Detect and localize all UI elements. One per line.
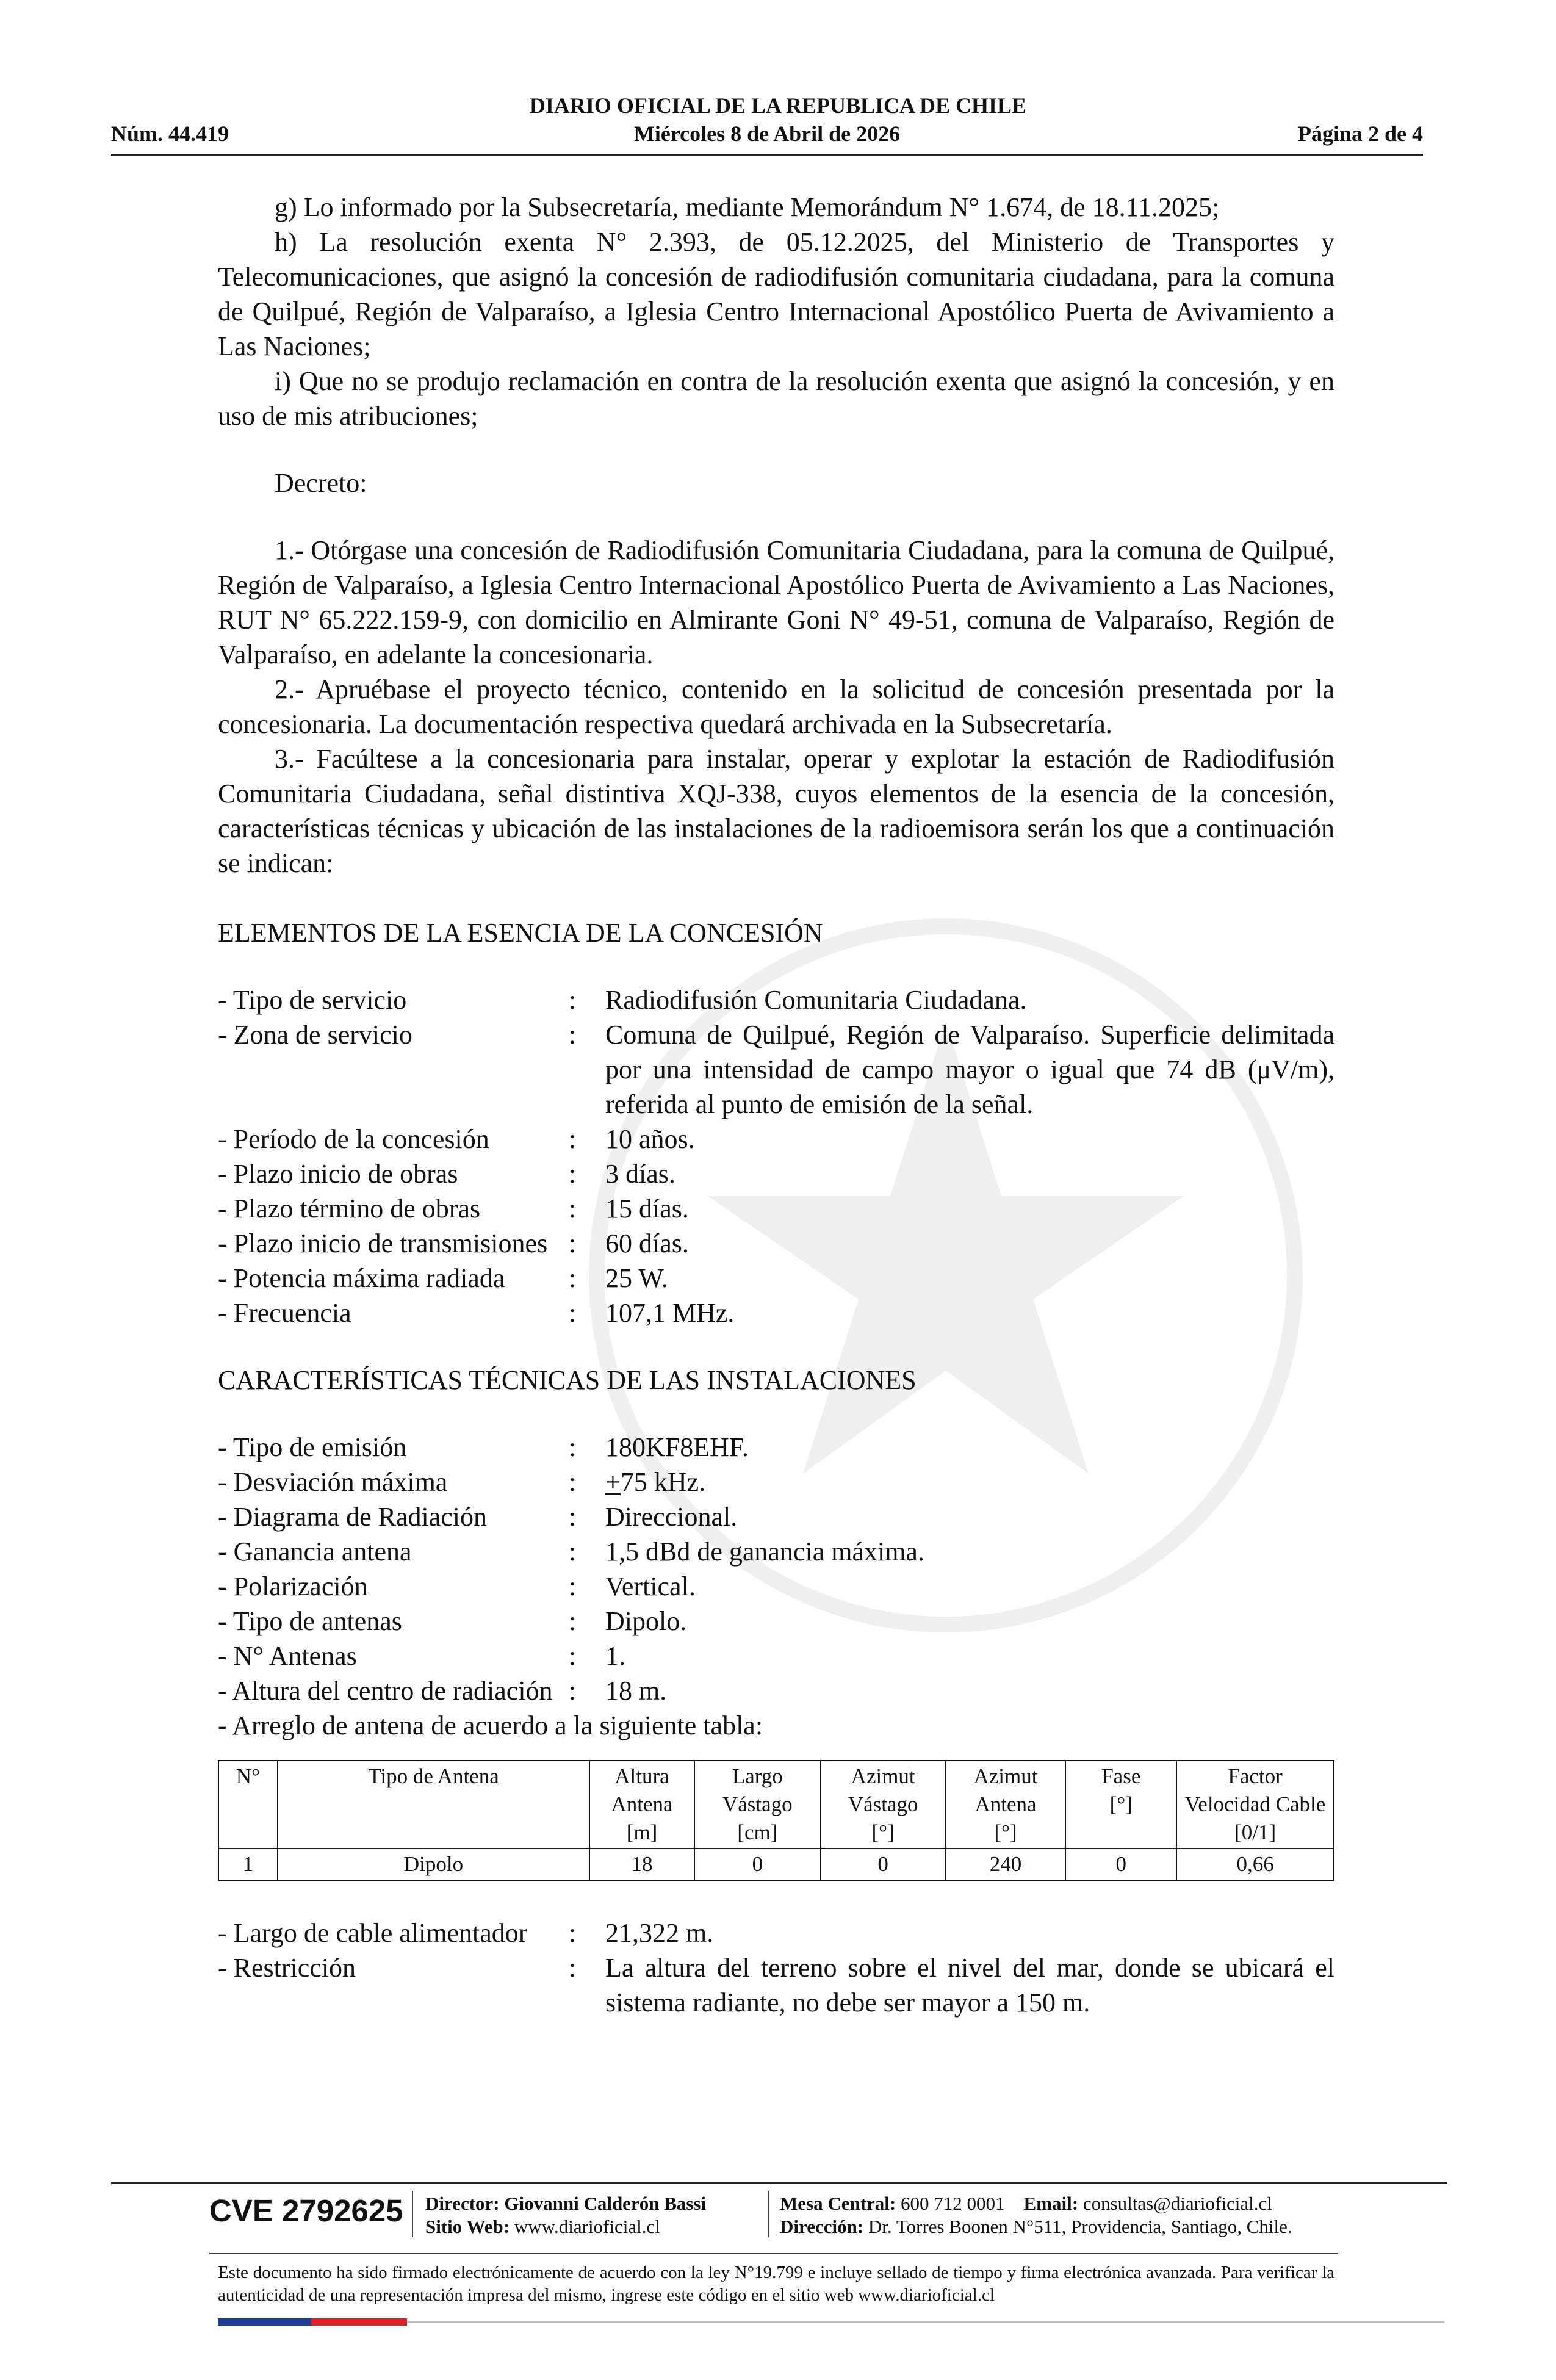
technical-colon: : <box>569 1676 577 1706</box>
table-header-cell: N° <box>218 1761 278 1848</box>
email-link[interactable]: consultas@diarioficial.cl <box>1082 2193 1272 2214</box>
table-cell: 240 <box>946 1848 1066 1880</box>
technical-label: - Altura del centro de radiación <box>218 1676 553 1706</box>
page-indicator: Página 2 de 4 <box>1297 121 1423 146</box>
footer-divider <box>111 2182 1447 2184</box>
essence-value: 25 W. <box>605 1263 668 1293</box>
technical-value: 1,5 dBd de ganancia máxima. <box>605 1537 924 1567</box>
technical-colon: : <box>569 1641 577 1671</box>
technical-colon: : <box>569 1467 577 1497</box>
table-header-row <box>218 1761 1334 1848</box>
section-technical-title: CARACTERÍSTICAS TÉCNICAS DE LAS INSTALACIONES <box>218 1365 917 1395</box>
technical-label: - Tipo de antenas <box>218 1606 402 1636</box>
section-essence-title: ELEMENTOS DE LA ESENCIA DE LA CONCESIÓN <box>218 918 823 948</box>
essence-label: - Zona de servicio <box>218 1020 412 1050</box>
director-label: Director: <box>425 2193 500 2214</box>
footer-director-block <box>425 2192 706 2238</box>
essence-list <box>218 983 1334 1330</box>
table-row <box>218 1848 1334 1880</box>
essence-colon: : <box>569 1298 577 1328</box>
essence-colon: : <box>569 985 577 1015</box>
decreto-heading: Decreto: <box>275 468 367 498</box>
essence-value: Comuna de Quilpué, Región de Valparaíso. Superficie delimitada por una intensidad de campo mayor o igual que 74 dB (μV/m), referida al punto de emisión de la señal. <box>605 1020 1334 1119</box>
table-cell: 0 <box>694 1848 821 1880</box>
essence-colon: : <box>569 1194 577 1224</box>
article-3: 3.- Facúltese a la concesionaria para instalar, operar y explotar la estación de Radiodifusión Comunitaria Ciudadana, señal distintiva XQJ-338, cuyos elementos de la esencia de la concesión, características técnicas y ubicación de las instalaciones de la radioemisora serán los que a continuación se indican: <box>218 744 1334 878</box>
technical-colon: : <box>569 1432 577 1462</box>
technical-colon: : <box>569 1502 577 1532</box>
paragraph-h: h) La resolución exenta N° 2.393, de 05.12.2025, del Ministerio de Transportes y Telecomunicaciones, que asignó la concesión de radiodifusión comunitaria ciudadana, para la comuna de Quilpué, Región de Valparaíso, a Iglesia Centro Internacional Apostólico Puerta de Avivamiento a Las Naciones; <box>218 227 1334 361</box>
essence-colon: : <box>569 1159 577 1189</box>
table-header-cell: Tipo de Antena <box>278 1761 589 1848</box>
essence-value: 60 días. <box>605 1228 689 1258</box>
essence-label: - Período de la concesión <box>218 1124 489 1154</box>
technical-value <box>605 1465 1334 1499</box>
table-cell: 1 <box>218 1848 278 1880</box>
table-header-cell: Azimut Antena [°] <box>946 1761 1066 1848</box>
essence-value: 3 días. <box>605 1159 675 1189</box>
paragraph-g: g) Lo informado por la Subsecretaría, mediante Memorándum N° 1.674, de 18.11.2025; <box>275 192 1220 222</box>
header-divider <box>111 154 1423 156</box>
deviation-value: 75 kHz. <box>620 1467 706 1497</box>
technical-label: - Polarización <box>218 1571 368 1601</box>
essence-label: - Potencia máxima radiada <box>218 1263 505 1293</box>
essence-value: 15 días. <box>605 1194 689 1224</box>
address-value: Dr. Torres Boonen N°511, Providencia, Santiago, Chile. <box>868 2216 1292 2237</box>
issue-number: Núm. 44.419 <box>111 121 229 146</box>
table-header-cell: Factor Velocidad Cable [0/1] <box>1176 1761 1334 1848</box>
technical-label: - Tipo de emisión <box>218 1432 407 1462</box>
antenna-table <box>218 1760 1334 1881</box>
mesa-value: 600 712 0001 <box>901 2193 1005 2214</box>
table-cell: Dipolo <box>278 1848 589 1880</box>
essence-value: 10 años. <box>605 1124 695 1154</box>
essence-colon: : <box>569 1020 577 1050</box>
article-2: 2.- Apruébase el proyecto técnico, contenido en la solicitud de concesión presentada por la concesionaria. La documentación respectiva quedará archivada en la Subsecretaría. <box>218 674 1334 739</box>
table-header-cell: Azimut Vástago [°] <box>821 1761 946 1848</box>
table-cell: 0 <box>1065 1848 1176 1880</box>
plus-minus-sign: + <box>605 1467 621 1497</box>
flag-stripe-line <box>407 2321 1444 2323</box>
technical-value: Direccional. <box>605 1502 738 1532</box>
technical-value: 18 m. <box>605 1676 667 1706</box>
essence-label: - Plazo inicio de obras <box>218 1159 458 1189</box>
web-label: Sitio Web: <box>425 2216 510 2237</box>
essence-colon: : <box>569 1124 577 1154</box>
technical-value: 1. <box>605 1641 625 1671</box>
mesa-label: Mesa Central: <box>780 2193 896 2214</box>
technical-value: Vertical. <box>605 1571 696 1601</box>
technical-label: - Desviación máxima <box>218 1467 448 1497</box>
table-intro: - Arreglo de antena de acuerdo a la siguiente tabla: <box>218 1711 763 1740</box>
essence-label: - Frecuencia <box>218 1298 351 1328</box>
essence-colon: : <box>569 1263 577 1293</box>
cable-value: 21,322 m. <box>605 1918 714 1948</box>
email-label: Email: <box>1023 2193 1079 2214</box>
footer-contact-block <box>780 2192 1292 2238</box>
footer-separator <box>768 2191 769 2237</box>
flag-stripe-red <box>311 2318 407 2326</box>
restriction-colon: : <box>569 1953 577 1983</box>
technical-value: Dipolo. <box>605 1606 687 1636</box>
technical-label: - Diagrama de Radiación <box>218 1502 488 1532</box>
article-1: 1.- Otórgase una concesión de Radiodifusión Comunitaria Ciudadana, para la comuna de Quilpué, Región de Valparaíso, a Iglesia Centro Internacional Apostólico Puerta de Avivamiento a Las Naciones, RUT N° 65.222.159-9, con domicilio en Almirante Goni N° 49-51, comuna de Valparaíso, Región de Valparaíso, en adelante la concesionaria. <box>218 535 1334 669</box>
header-row <box>111 121 1423 150</box>
signature-notice: Este documento ha sido firmado electrónicamente de acuerdo con la ley N°19.799 e incluye sellado de tiempo y firma electrónica avanzada. Para verificar la autenticidad de una representación impresa del mismo, ingrese este código en el sitio web www.diarioficial.cl <box>218 2263 1334 2305</box>
technical-value: 180KF8EHF. <box>605 1432 749 1462</box>
essence-label: - Plazo inicio de transmisiones <box>218 1228 548 1258</box>
director-name: Giovanni Calderón Bassi <box>504 2193 707 2214</box>
cable-label: - Largo de cable alimentador <box>218 1918 528 1948</box>
table-cell: 0,66 <box>1176 1848 1334 1880</box>
cable-list <box>218 1916 1334 2020</box>
cable-colon: : <box>569 1918 577 1948</box>
essence-colon: : <box>569 1228 577 1258</box>
essence-value: 107,1 MHz. <box>605 1298 735 1328</box>
essence-label: - Tipo de servicio <box>218 985 407 1015</box>
paragraph-i: i) Que no se produjo reclamación en contra de la resolución exenta que asignó la concesión, y en uso de mis atribuciones; <box>218 366 1334 431</box>
cve-code: CVE 2792625 <box>209 2193 403 2228</box>
table-header-cell: Fase [°] <box>1065 1761 1176 1848</box>
technical-list <box>218 1430 1334 1708</box>
technical-colon: : <box>569 1606 577 1636</box>
table-cell: 0 <box>821 1848 946 1880</box>
address-label: Dirección: <box>780 2216 864 2237</box>
essence-value: Radiodifusión Comunitaria Ciudadana. <box>605 985 1027 1015</box>
technical-colon: : <box>569 1537 577 1567</box>
restriction-label: - Restricción <box>218 1953 356 1983</box>
restriction-value: La altura del terreno sobre el nivel del mar, donde se ubicará el sistema radiante, no debe ser mayor a 150 m. <box>605 1953 1334 2018</box>
footer-note-divider <box>209 2253 1338 2254</box>
technical-colon: : <box>569 1571 577 1601</box>
essence-label: - Plazo término de obras <box>218 1194 481 1224</box>
flag-stripe-blue <box>218 2318 311 2326</box>
footer-separator <box>412 2191 413 2237</box>
table-header-cell: Altura Antena [m] <box>589 1761 694 1848</box>
document-body <box>218 190 1334 2020</box>
technical-label: - N° Antenas <box>218 1641 357 1671</box>
technical-label: - Ganancia antena <box>218 1537 412 1567</box>
issue-date: Miércoles 8 de Abril de 2026 <box>633 121 901 146</box>
web-link[interactable]: www.diarioficial.cl <box>514 2216 660 2237</box>
newspaper-title: DIARIO OFICIAL DE LA REPUBLICA DE CHILE <box>529 93 1027 118</box>
table-cell: 18 <box>589 1848 694 1880</box>
table-header-cell: Largo Vástago [cm] <box>694 1761 821 1848</box>
